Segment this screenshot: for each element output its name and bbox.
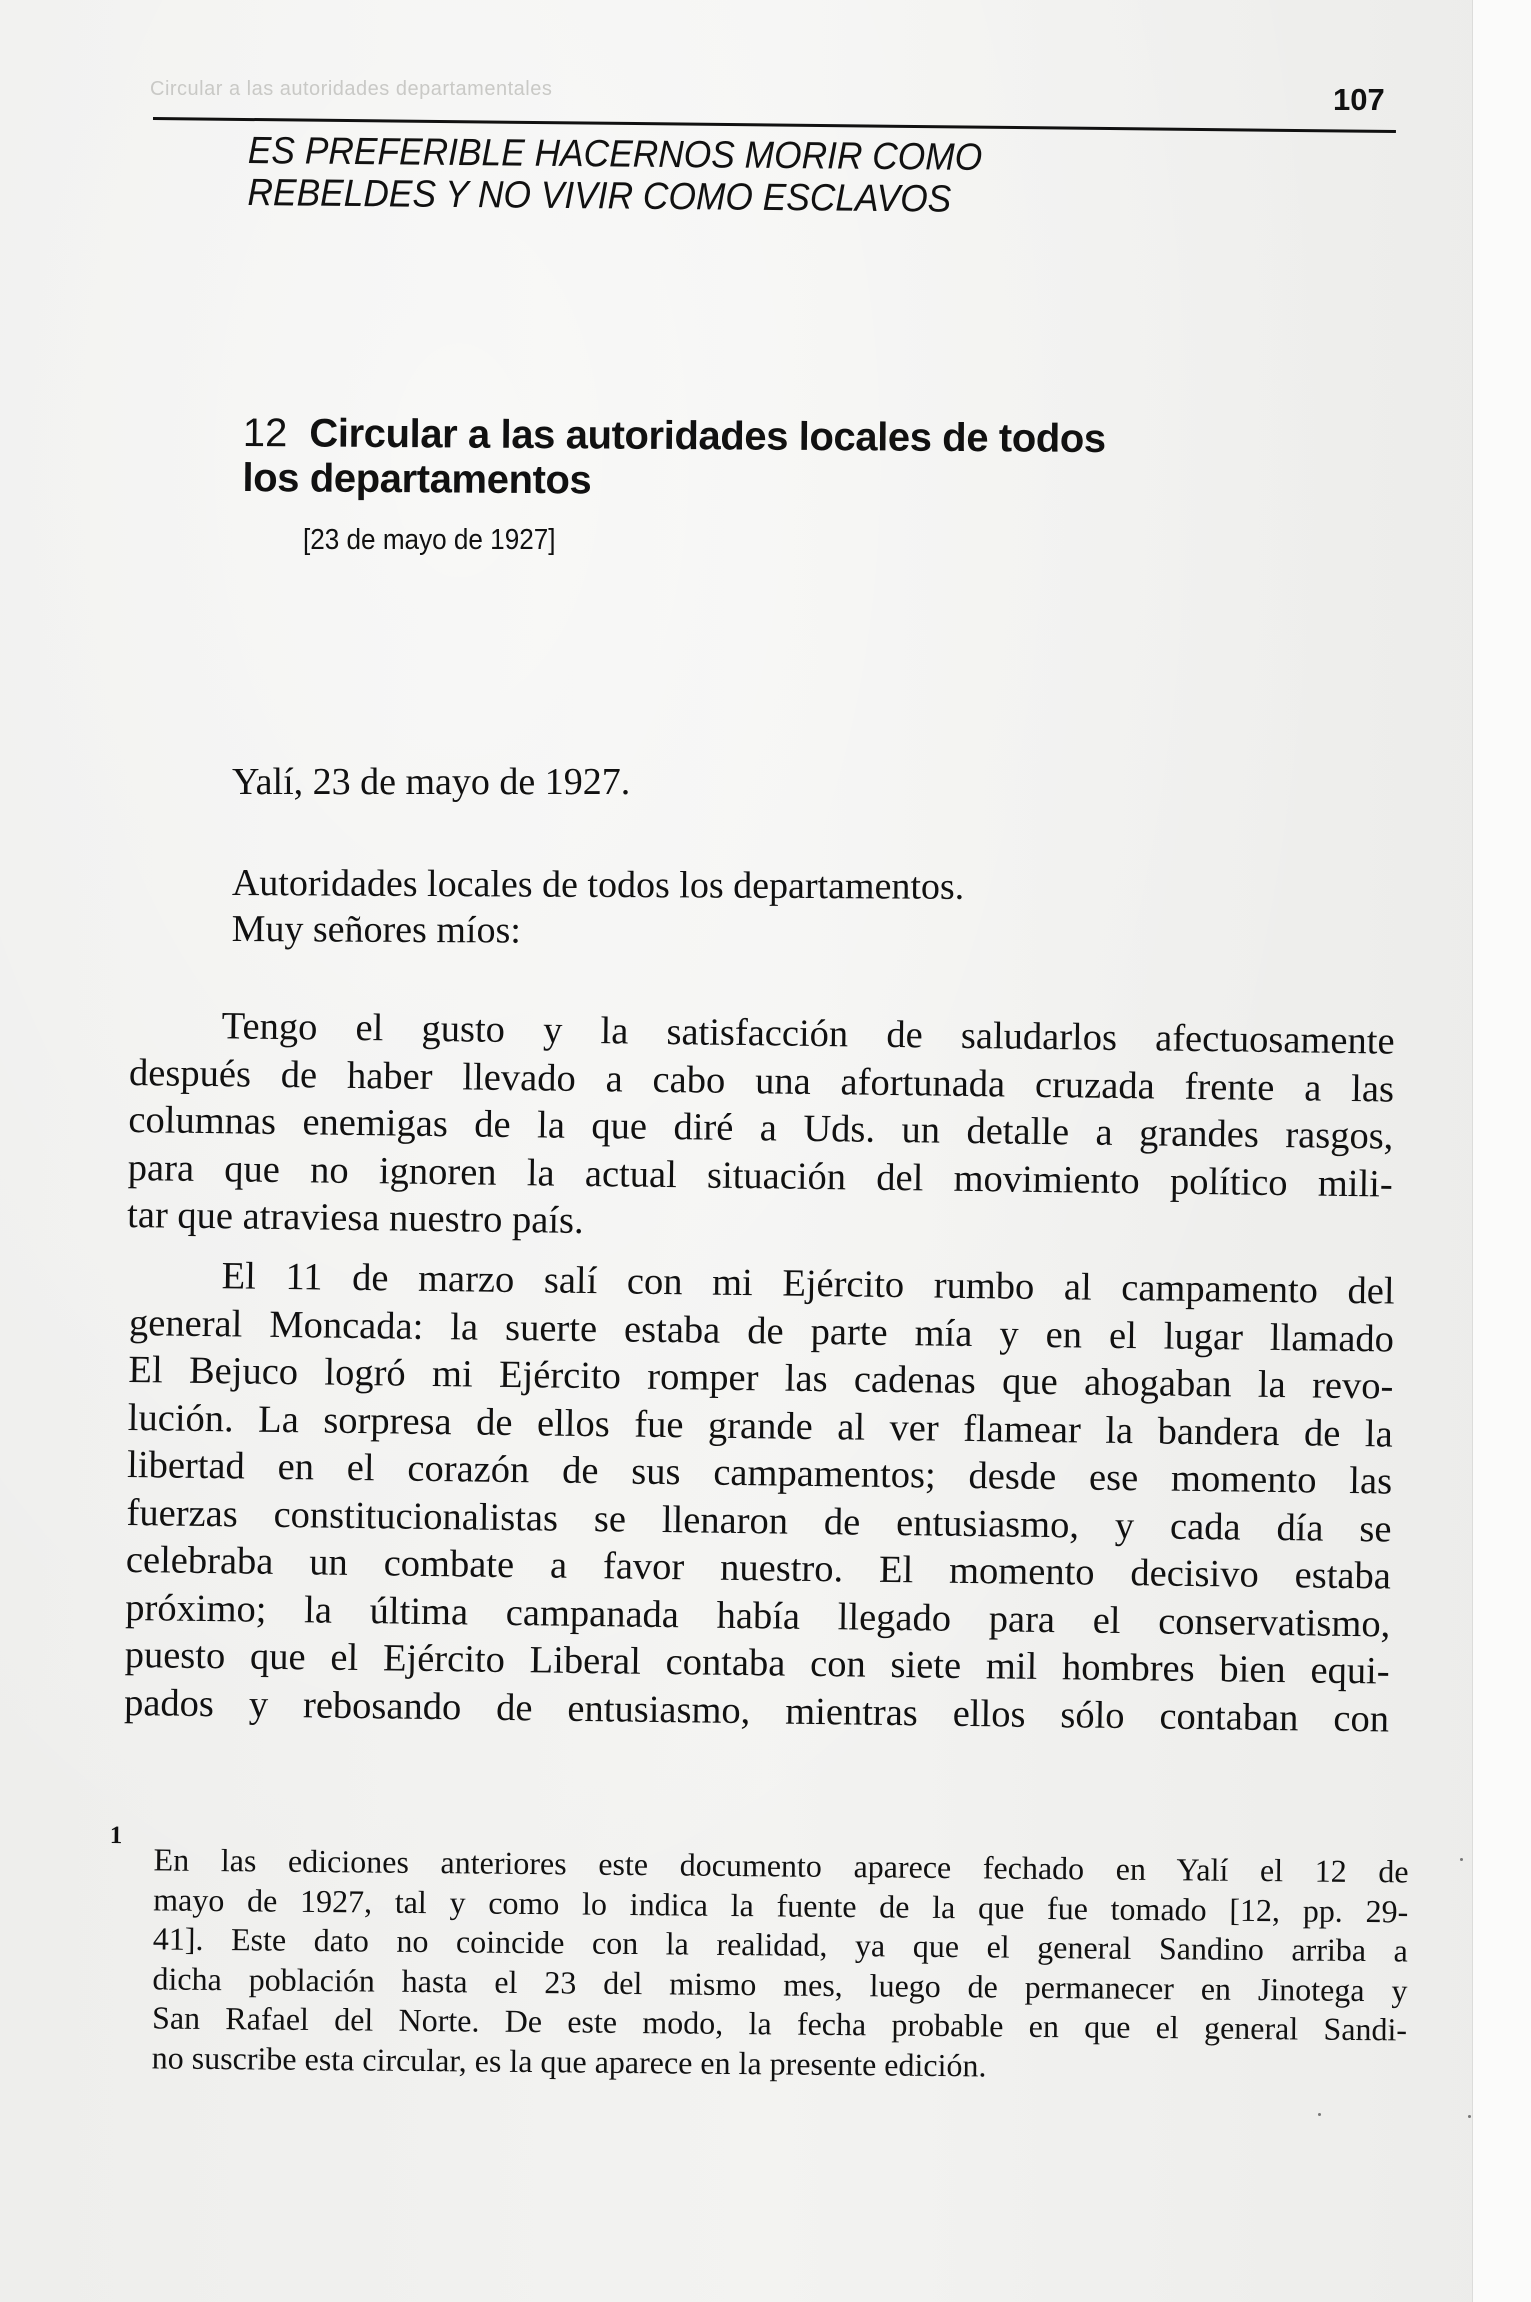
chapter-number: 12 (242, 410, 288, 456)
chapter-date: [23 de mayo de 1927] (303, 524, 556, 556)
chapter-heading (242, 410, 1106, 506)
scan-speck (1468, 2115, 1471, 2118)
running-head-line: ES PREFERIBLE HACERNOS MORIR COMO (247, 130, 983, 179)
letter-salutation: Muy señores míos: (231, 907, 521, 952)
scan-speck (1318, 2113, 1321, 2116)
text-line: después de haber llevado a cabo una afortunada cruzada frente a las (128, 1051, 1395, 1111)
footnote-line: 41]. Este dato no coincide con la realidad, ya que el general Sandino arriba a (152, 1920, 1408, 1969)
text-line: pados y rebosando de entusiasmo, mientras ellos sólo contaban con (123, 1681, 1390, 1741)
text-line: libertad en el corazón de sus campamentos; desde ese momento las (126, 1443, 1393, 1503)
text-line: fuerzas constitucionalistas se llenaron de entusiasmo, y cada día se (126, 1491, 1392, 1551)
letter-place-date: Yalí, 23 de mayo de 1927. (232, 761, 631, 803)
running-head-line: REBELDES Y NO VIVIR COMO ESCLAVOS (247, 171, 952, 221)
text-line: general Moncada: la suerte estaba de parte mía y en el lugar llamado (128, 1301, 1395, 1361)
body-paragraph (127, 1002, 1395, 1256)
footnote-line: San Rafael del Norte. De este modo, la fecha probable en que el general Sandi- (151, 1999, 1408, 2048)
text-line: columnas enemigas de la que diré a Uds. un detalle a grandes rasgos, (128, 1098, 1394, 1158)
footnote-line: dicha población hasta el 23 del mismo mes, luego de permanecer en Jinotega y (152, 1959, 1408, 2008)
chapter-title-continued: los departamentos (242, 455, 592, 503)
letter-addressee-block (232, 860, 965, 956)
scan-speck (1460, 1858, 1463, 1861)
text-line: próximo; la última campanada había llegado para el conservatismo, (125, 1586, 1391, 1646)
footnote-line: mayo de 1927, tal y como lo indica la fuente de la que fue tomado [12, pp. 29- (153, 1880, 1409, 1929)
page-number: 107 (1333, 82, 1385, 117)
running-head (247, 130, 982, 221)
footnote-line: no suscribe esta circular, es la que aparece en la presente edición. (151, 2038, 987, 2083)
chapter-title: Circular a las autoridades locales de todos (309, 411, 1106, 462)
body-paragraph (124, 1252, 1395, 1744)
page-edge (1472, 0, 1531, 2302)
footnote-marker: 1 (109, 1822, 123, 1850)
footnote-text (152, 1840, 1409, 2089)
text-line: puesto que el Ejército Liberal contaba con siete mil hombres bien equi- (124, 1633, 1390, 1693)
letter-addressee: Autoridades locales de todos los departamentos. (231, 862, 965, 908)
text-line: El 11 de marzo salí con mi Ejército rumbo al campamento del (221, 1255, 1395, 1313)
bleed-through-text: Circular a las autoridades departamentales (150, 78, 553, 100)
footnote-line: En las ediciones anteriores este documento aparece fechado en Yalí el 12 de (153, 1841, 1409, 1890)
text-line: celebraba un combate a favor nuestro. El momento decisivo estaba (125, 1538, 1392, 1598)
text-line: para que no ignoren la actual situación del movimiento político mili- (127, 1146, 1394, 1206)
text-line: lución. La sorpresa de ellos fue grande al ver flamear la bandera de la (127, 1396, 1394, 1456)
text-line: Tengo el gusto y la satisfacción de saludarlos afectuosamente (221, 1005, 1395, 1063)
text-line: El Bejuco logró mi Ejército romper las cadenas que ahogaban la revo- (128, 1348, 1394, 1408)
text-line: tar que atraviesa nuestro país. (126, 1193, 584, 1242)
